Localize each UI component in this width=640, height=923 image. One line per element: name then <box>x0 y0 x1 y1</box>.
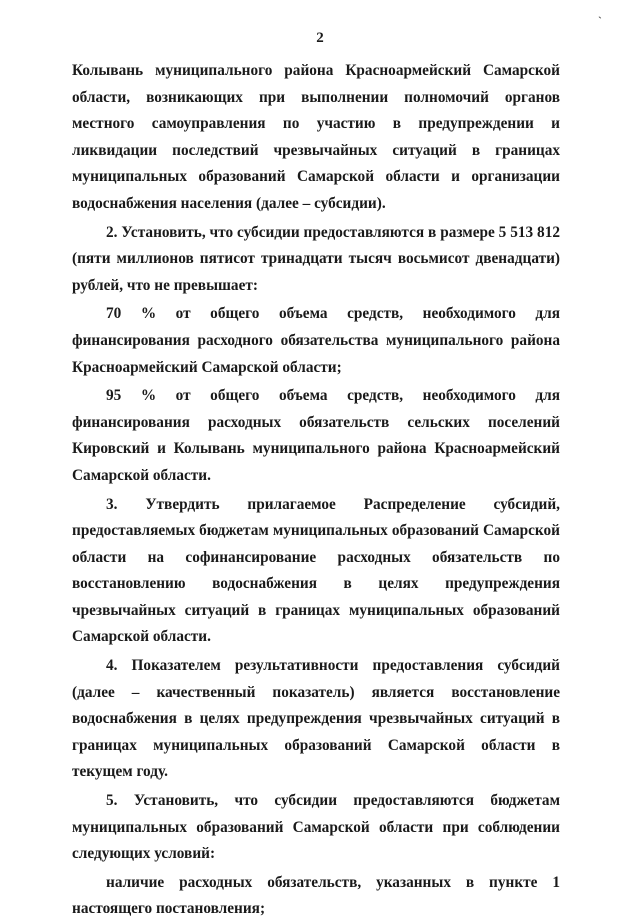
paragraph-continuation: Колывань муниципального района Красноармейский Самарской области, возникающих при выполнении полномочий органов местного самоуправления по участию в предупреждении и ликвидации последствий чрезвычайных ситуаций в границах муниципальных образований Самарской области и организации водоснабжения населения (далее – субсидии). <box>72 62 560 212</box>
corner-mark: ` <box>598 14 602 28</box>
paragraph-item-5: 5. Установить, что субсидии предоставляются бюджетам муниципальных образований Самарской области при соблюдении следующих условий: <box>72 792 560 863</box>
paragraph-subitem-70: 70 % от общего объема средств, необходимого для финансирования расходного обязательства муниципального района Красноармейский Самарской области; <box>72 305 560 376</box>
paragraph-item-2: 2. Установить, что субсидии предоставляются в размере 5 513 812 (пяти миллионов пятисот тринадцати тысяч восьмисот двенадцати) рублей, что не превышает: <box>72 223 560 294</box>
document-body <box>72 58 560 923</box>
paragraph-item-3: 3. Утвердить прилагаемое Распределение субсидий, предоставляемых бюджетам муниципальных образований Самарской области на софинансирование расходных обязательств по восстановлению водоснабжения в целях предупреждения чрезвычайных ситуаций в границах муниципальных образований Самарской области. <box>72 495 560 646</box>
paragraph-condition-1: наличие расходных обязательств, указанных в пункте 1 настоящего постановления; <box>72 873 560 918</box>
paragraph-subitem-95: 95 % от общего объема средств, необходимого для финансирования расходных обязательств сельских поселений Кировский и Колывань муниципального района Красноармейский Самарской области. <box>72 387 560 484</box>
paragraph-item-4: 4. Показателем результативности предоставления субсидий (далее – качественный показатель) является восстановление водоснабжения в целях предупреждения чрезвычайных ситуаций в границах муниципальных образований Самарской области в текущем году. <box>72 657 560 781</box>
page-number: 2 <box>316 30 324 46</box>
